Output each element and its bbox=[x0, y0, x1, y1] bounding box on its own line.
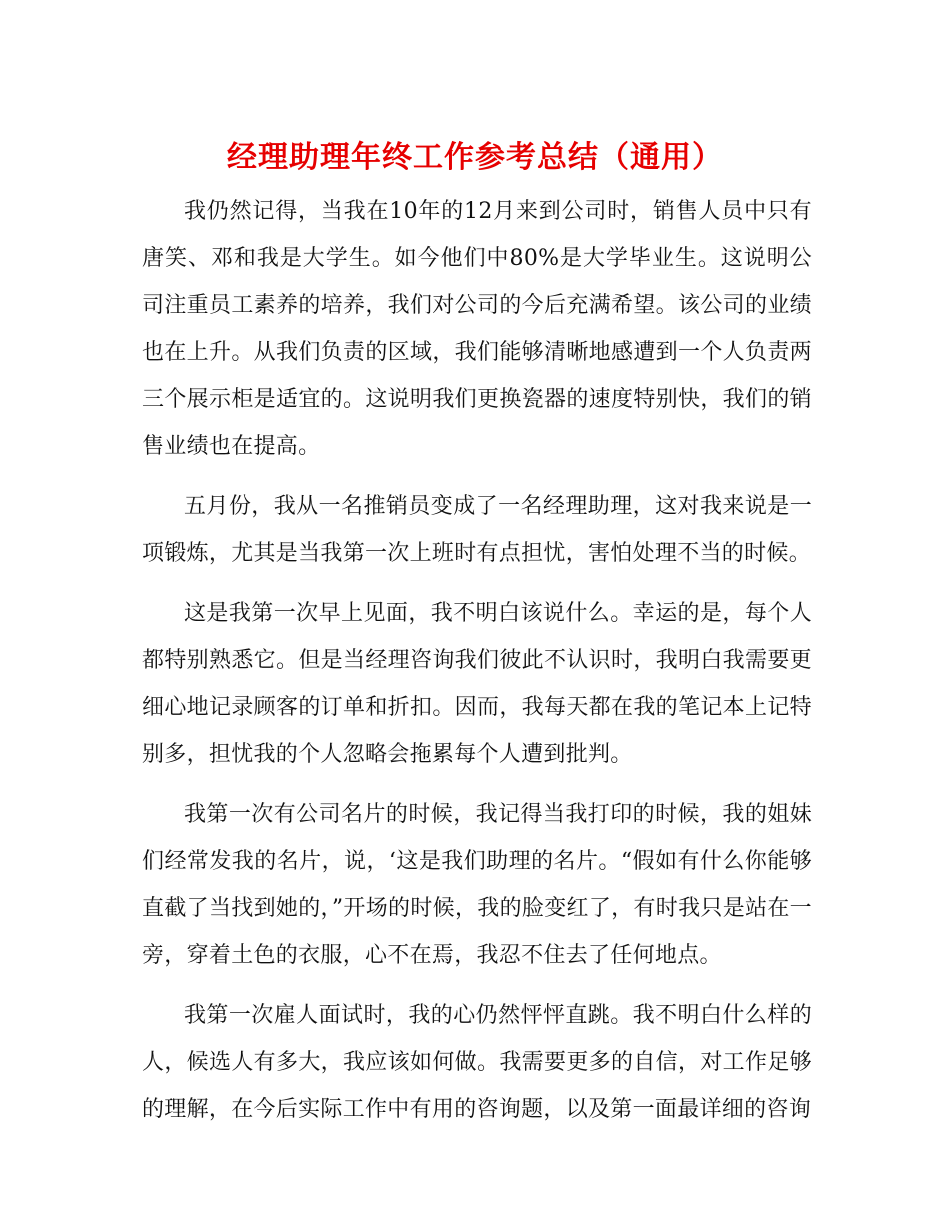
document-title: 经理助理年终工作参考总结（通用） bbox=[227, 140, 723, 175]
paragraph: 我第一次雇人面试时，我的心仍然怦怦直跳。我不明白什么样的人，候选人有多大，我应该如何做。我需要更多的自信，对工作足够的理解，在今后实际工作中有用的咨询题，以及第一面最详细的咨询 bbox=[142, 1003, 812, 1122]
paragraph: 我第一次有公司名片的时候，我记得当我打印的时候，我的姐妹们经常发我的名片，说，‘这是我们助理的名片。“假如有什么你能够直截了当找到她的，”开场的时候，我的脸变红了，有时我只是站在一旁，穿着土色的衣服，心不在焉，我忍不住去了任何地点。 bbox=[142, 802, 812, 968]
paragraph: 五月份，我从一名推销员变成了一名经理助理，这对我来说是一项锻炼，尤其是当我第一次上班时有点担忧，害怕处理不当的时候。 bbox=[142, 494, 812, 566]
document-body bbox=[142, 188, 812, 1146]
paragraph: 我仍然记得，当我在10年的12月来到公司时，销售人员中只有唐笑、邓和我是大学生。如今他们中80%是大学毕业生。这说明公司注重员工素养的培养，我们对公司的今后充满希望。该公司的业绩也在上升。从我们负责的区域，我们能够清晰地感遭到一个人负责两三个展示柜是适宜的。这说明我们更换瓷器的速度特别快，我们的销售业绩也在提高。 bbox=[142, 199, 812, 459]
paragraph: 这是我第一次早上见面，我不明白该说什么。幸运的是，每个人都特别熟悉它。但是当经理咨询我们彼此不认识时，我明白我需要更细心地记录顾客的订单和折扣。因而，我每天都在我的笔记本上记特别多，担忧我的个人忽略会拖累每个人遭到批判。 bbox=[142, 601, 812, 767]
